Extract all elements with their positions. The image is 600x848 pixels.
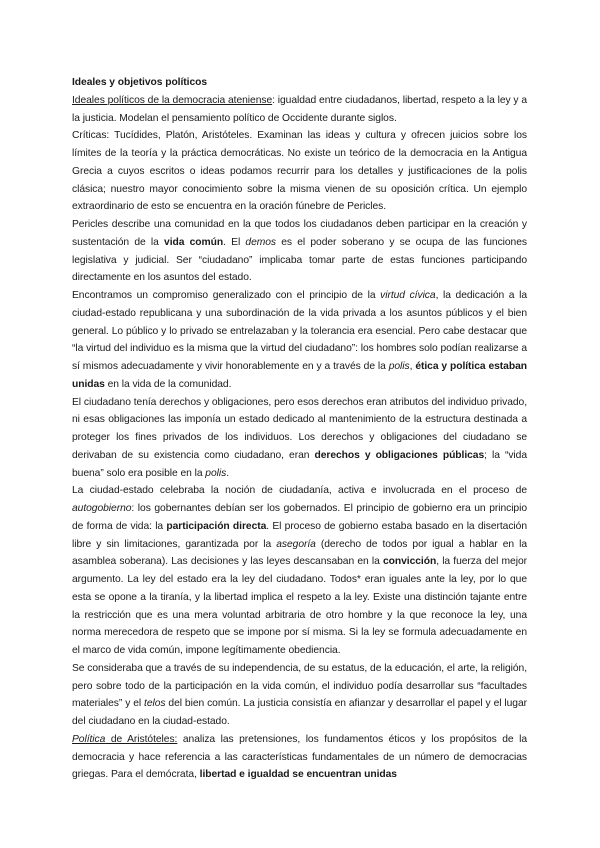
italic-text: asegoría — [276, 538, 316, 550]
text-run: , — [409, 361, 416, 372]
text-run: en la vida de la comunidad. — [104, 378, 232, 390]
text-run: analiza las pretensiones, los fundamentos éticos y los propósitos de la democracia y hace referencia a las características fundamentales de un número de democracias griegas. Para el demócrata, — [72, 733, 528, 781]
italic-text: polis — [388, 361, 410, 372]
text-run: es el poder soberano y se ocupa de las funciones legislativa y judicial. Ser “ciudadano” implicaba tomar parte de estas funciones participando directamente en los asuntos del estado. — [72, 236, 527, 284]
text-run: Se consideraba que a través de su independencia, de su estatus, de la educación, el arte, la religión, pero sobre todo de la participación en la vida común, el individuo podía desarrollar sus “facultades materiales” y el — [72, 662, 527, 710]
document-body — [72, 74, 527, 784]
paragraph-ideales — [72, 92, 527, 128]
document-title: Ideales y objetivos políticos — [72, 77, 208, 88]
text-run: . El — [223, 236, 246, 248]
paragraph-aristoteles — [72, 731, 527, 784]
paragraph-ciudadania — [72, 482, 527, 660]
italic-text: demos — [245, 236, 277, 248]
bold-text: vida común — [164, 236, 224, 248]
underlined-text: de Aristóteles: — [105, 733, 178, 745]
text-run: del bien común. La justicia consistía en afianzar y desarrollar el papel y el lugar del ciudadano en la ciudad-estado. — [72, 698, 527, 727]
paragraph-text: Críticas: Tucídides, Platón, Aristóteles. Examinan las ideas y cultura y ofrecen juicios sobre los límites de la teoría y la práctica democráticas. No existe un teórico de la democracia en la Antigua Grecia a cuyos escritos o ideas podamos recurrir para los detalles y justificaciones de la polis clásica; nuestro mayor conocimiento sobre la misma vienen de su oposición crítica. Un ejemplo extraordinario de esto se encuentra en la oración fúnebre de Pericles. — [72, 130, 527, 213]
bold-text: ética y política estaban unidas — [72, 361, 527, 390]
section-heading: Ideales políticos de la democracia ateniense — [72, 94, 273, 106]
paragraph-independencia — [72, 660, 527, 731]
bold-text: derechos y obligaciones públicas — [314, 449, 485, 461]
text-run: El ciudadano tenía derechos y obligaciones, pero esos derechos eran atributos del individuo privado, ni esas obligaciones las imponía un estado dedicado al mantenimiento de la estructura destinada a proteger los fines privados de los individuos. Los derechos y obligaciones del ciudadano se derivaban de su existencia como ciudadano, eran — [72, 396, 527, 461]
bold-text: participación directa — [166, 520, 267, 532]
paragraph-criticas — [72, 127, 527, 216]
text-run: : los gobernantes debían ser los gobernados. El principio de gobierno era un principio de forma de vida: la — [72, 503, 527, 532]
bold-text: libertad e igualdad se encuentran unidas — [199, 769, 397, 781]
paragraph-virtud-civica — [72, 287, 527, 394]
text-run: (derecho de todos por igual a hablar en la asamblea soberana). Las decisiones y las leyes descansaban en la — [72, 538, 527, 568]
paragraph-pericles — [72, 216, 527, 287]
text-run: La ciudad-estado celebraba la noción de ciudadanía, activa e involucrada en el proceso de — [72, 485, 527, 497]
underlined-italic-text: Política — [72, 733, 106, 745]
text-run: , la fuerza del mejor argumento. La ley del estado era la ley del ciudadano. Todos* eran iguales ante la ley, por lo que esta se opone a la tiranía, y la libertad implica el respeto a la ley. Existe una distinción tajante entre la restricción que es una mera voluntad arbitraria de otro hombre y la que reconoce la ley, una norma merecedora de respeto que se impone por sí misma. Si la ley se formula adecuadamente en el marco de vida común, impone legítimamente obediencia. — [72, 556, 527, 656]
paragraph-derechos — [72, 394, 527, 483]
text-run: Pericles describe una comunidad en la que todos los ciudadanos deben participar en la creación y sustentación de la — [72, 219, 527, 248]
text-run: ; la “vida buena” solo era posible en la — [72, 449, 527, 479]
italic-text: autogobierno — [72, 503, 132, 514]
italic-text: telos — [144, 698, 166, 710]
paragraph-text: : igualdad entre ciudadanos, libertad, respeto a la ley y a la justicia. Modelan el pensamiento político de Occidente durante siglos. — [72, 94, 527, 124]
italic-text: virtud cívica — [380, 290, 436, 301]
text-run: . — [226, 467, 229, 479]
text-run: , la dedicación a la ciudad-estado republicana y una subordinación de la vida privada a los asuntos públicos y el bien general. Lo público y lo privado se entrelazaban y la tolerancia era esencial. Pero cabe destacar que “la virtud del individuo es la misma que la virtud del ciudadano”: los hombres solo podían realizarse a sí mismos adecuadamente y vivir honorablemente en y a través de la — [72, 290, 527, 372]
italic-text: polis — [205, 467, 227, 479]
text-run: Encontramos un compromiso generalizado con el principio de la — [72, 290, 381, 301]
bold-text: convicción — [383, 556, 437, 568]
text-run: . El proceso de gobierno estaba basado en la disertación libre y sin limitaciones, garantizada por la — [72, 520, 527, 550]
